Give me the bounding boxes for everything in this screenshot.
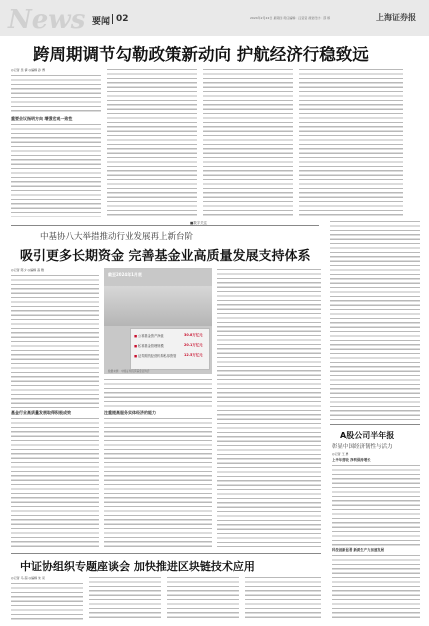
section-divider	[11, 225, 319, 226]
feature-column-1	[11, 274, 99, 408]
feature-subhead-1: 基金行业高质量发展取得积极成效	[11, 410, 71, 415]
paper-name: 上海证券报	[376, 12, 416, 22]
feature-byline: ◎记者 陈少 ◎编辑 高 雅	[11, 268, 45, 272]
bottom-story-headline: 中证协组织专题座谈会 加快推进区块链技术应用	[20, 560, 255, 573]
bottom-story-column-1	[11, 582, 83, 620]
dateline: 2024年2月22日 星期四 责任编辑：汪莹莹 视觉设计：邵 婷	[250, 16, 331, 20]
bottom-story-column-2	[89, 576, 161, 620]
feature-column-1b	[11, 417, 99, 547]
infographic-bullet-icon: ■	[134, 354, 138, 358]
infographic-city-silhouette	[104, 286, 212, 326]
top-story-subhead: 重要会议指明方向 增强宏观一致性	[11, 116, 73, 121]
infographic-row-label: 私募基金管理规模	[138, 344, 164, 348]
top-story-column-2	[107, 68, 197, 218]
sidebar-text-2	[332, 554, 420, 620]
sidebar-headline: A股公司半年报	[340, 431, 395, 440]
section-title: 要闻	[92, 17, 111, 27]
masthead-separator	[112, 14, 113, 24]
sidebar-divider	[330, 424, 420, 425]
sidebar-subhead: 彰显中国经济韧性与活力	[332, 444, 393, 450]
top-story-column-3	[203, 68, 293, 218]
top-story-column-1b	[11, 123, 101, 217]
section-divider-label: ■数字关注	[190, 221, 208, 225]
infographic-bullet-icon: ■	[134, 344, 138, 348]
infographic-value: 30.8万亿元	[184, 333, 203, 337]
infographic-value: 12.5万亿元	[184, 353, 203, 357]
infographic-value: 20.1万亿元	[184, 343, 203, 347]
infographic-bullet-icon: ■	[134, 334, 138, 338]
masthead-logo: News	[8, 5, 86, 35]
top-story-headline: 跨周期调节勾勒政策新动向 护航经济行稳致远	[33, 45, 369, 64]
infographic-caption: 数据来源：中国证券投资基金业协会	[108, 370, 150, 373]
top-story-column-4	[299, 68, 403, 218]
top-story-byline: ◎记者 吴 倩 ◎编辑 孙 博	[11, 68, 46, 72]
infographic-year: 截至2024年1月底	[108, 272, 142, 277]
sidebar-tag-1: 上半年营收 净利保持增长	[332, 458, 371, 462]
bottom-story-column-4	[245, 576, 321, 620]
right-column-text	[330, 220, 420, 420]
feature-column-2c	[104, 417, 212, 547]
feature-column-2b	[104, 378, 212, 408]
bottom-divider	[11, 553, 321, 554]
sidebar-tag-2: 科技创新显著 新质生产力加速发展	[332, 548, 385, 552]
page-number: 02	[116, 14, 129, 24]
feature-column-3	[217, 268, 321, 547]
infographic	[104, 268, 212, 374]
infographic-row-label: 证券期货经营机构私募资管	[138, 354, 177, 358]
infographic-row-label: 公募基金资产净值	[138, 334, 164, 338]
top-story-column-1	[11, 74, 101, 114]
feature-headline: 吸引更多长期资金 完善基金业高质量发展支持体系	[20, 249, 311, 264]
masthead	[0, 0, 429, 36]
sidebar-text-1	[332, 464, 420, 546]
bottom-story-byline: ◎记者 马 超 ◎编辑 朱 亮	[11, 576, 46, 580]
feature-subhead-2: 注重提高服务实体经济的能力	[104, 410, 156, 415]
sidebar-byline: ◎记者 王 勇	[332, 452, 349, 456]
feature-kicker: 中基协八大举措推动行业发展再上新台阶	[40, 232, 194, 242]
bottom-story-column-3	[167, 576, 239, 620]
